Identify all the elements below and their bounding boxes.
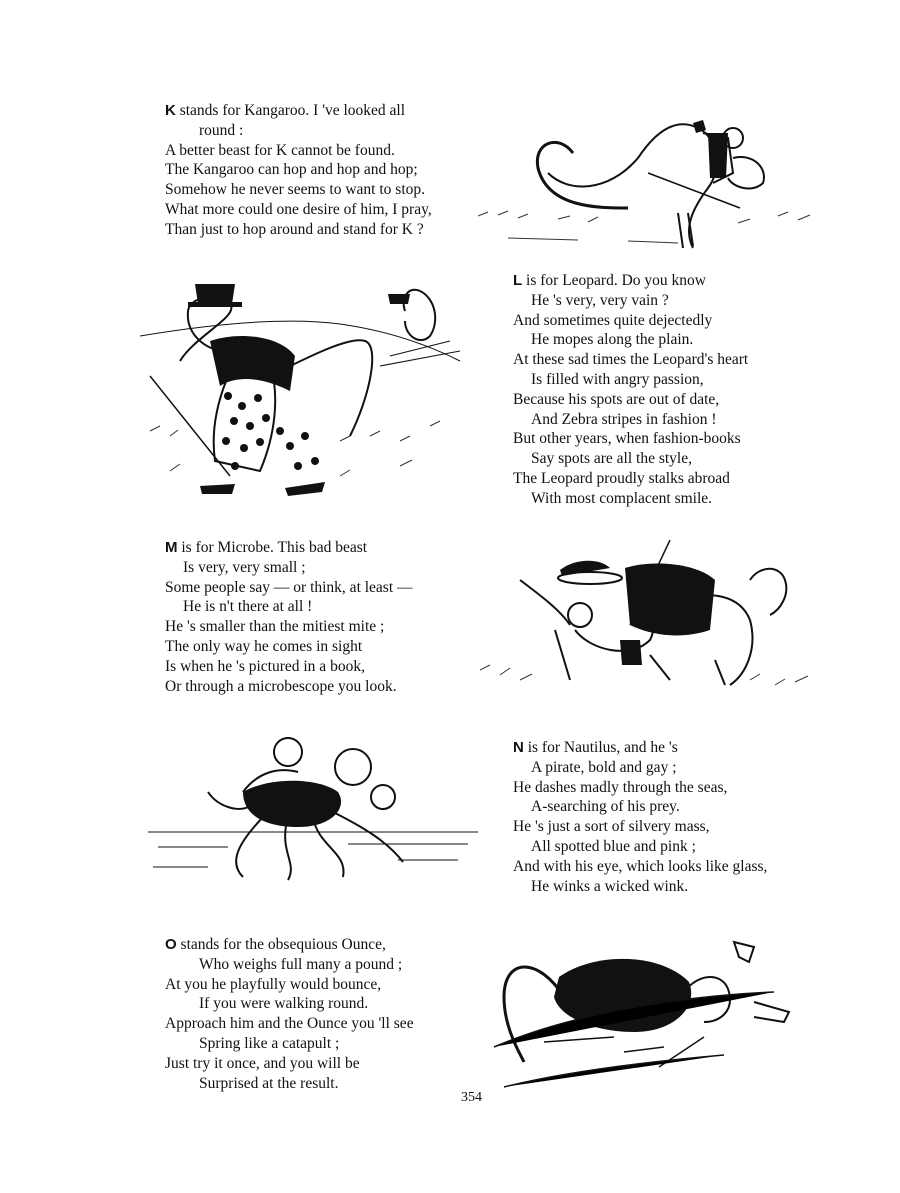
poem-line-text: A pirate, bold and gay ; xyxy=(531,758,677,776)
poem-line-text: Spring like a catapult ; xyxy=(199,1034,340,1052)
poem-line xyxy=(165,955,414,975)
poem-line xyxy=(165,578,413,598)
poem-line xyxy=(165,538,413,558)
poem-line-text: And sometimes quite dejectedly xyxy=(513,311,713,329)
poem-line xyxy=(165,180,432,200)
poem-line-text: He 's just a sort of silvery mass, xyxy=(513,818,710,836)
poem-line-text: He 's smaller than the mitiest mite ; xyxy=(165,618,385,636)
poem-line-text: The Leopard proudly stalks abroad xyxy=(513,469,730,487)
kangaroo-illustration xyxy=(478,98,818,253)
poem-line xyxy=(513,429,748,449)
poem-line-text: And with his eye, which looks like glass, xyxy=(513,857,768,875)
poem-line xyxy=(513,449,748,469)
poem-line xyxy=(165,677,413,697)
poem-line xyxy=(513,291,748,311)
poem-line-text: Because his spots are out of date, xyxy=(513,390,720,408)
poem-line xyxy=(165,1034,414,1054)
poem-line xyxy=(513,738,767,758)
poem-line-text: Surprised at the result. xyxy=(199,1074,339,1092)
poem-line-text: He 's very, very vain ? xyxy=(531,291,669,309)
poem-line xyxy=(165,160,432,180)
poem-line-text: is for Nautilus, and he 's xyxy=(523,739,678,756)
poem-line-text: stands for Kangaroo. I 've looked all xyxy=(175,102,406,119)
poem-line xyxy=(513,390,748,410)
poem-line-text: round : xyxy=(199,121,244,139)
nautilus-illustration xyxy=(148,732,478,882)
poem-line xyxy=(165,975,414,995)
poem-line-text: If you were walking round. xyxy=(199,995,369,1013)
poem-line xyxy=(513,350,748,370)
poem-line xyxy=(513,877,767,897)
poem-line xyxy=(513,778,767,798)
poem-line-text: But other years, when fashion-books xyxy=(513,430,741,448)
poem-line xyxy=(165,200,432,220)
poem-line xyxy=(513,330,748,350)
poem-line xyxy=(165,101,432,121)
poem-line xyxy=(513,370,748,390)
poem-line xyxy=(513,837,767,857)
drop-initial: O xyxy=(165,936,177,953)
drop-initial: N xyxy=(513,739,524,756)
poem-line-text: Or through a microbescope you look. xyxy=(165,677,397,695)
poem-line-text: is for Microbe. This bad beast xyxy=(177,539,368,556)
poem-line-text: Approach him and the Ounce you 'll see xyxy=(165,1015,414,1033)
poem-line-text: He is n't there at all ! xyxy=(183,598,313,616)
poem-line-text: Somehow he never seems to want to stop. xyxy=(165,181,426,199)
poem-line-text: The Kangaroo can hop and hop and hop; xyxy=(165,161,418,179)
poem-line-text: He dashes madly through the seas, xyxy=(513,778,728,796)
poem-line xyxy=(513,271,748,291)
poem-line xyxy=(513,410,748,430)
poem-line xyxy=(165,637,413,657)
poem-line-text: Some people say — or think, at least — xyxy=(165,578,413,596)
poem-line xyxy=(165,121,432,141)
poem-line xyxy=(165,657,413,677)
stanza-l xyxy=(513,271,748,509)
poem-line xyxy=(513,797,767,817)
poem-line xyxy=(165,558,413,578)
poem-line-text: is for Leopard. Do you know xyxy=(522,272,706,289)
poem-line-text: Is filled with angry passion, xyxy=(531,370,704,388)
drop-initial: K xyxy=(165,102,176,119)
poem-line-text: With most complacent smile. xyxy=(531,489,713,507)
stanza-m xyxy=(165,538,413,696)
poem-line xyxy=(513,758,767,778)
poem-line xyxy=(165,597,413,617)
poem-line-text: At you he playfully would bounce, xyxy=(165,975,382,993)
poem-line xyxy=(165,935,414,955)
stanza-k xyxy=(165,101,432,240)
poem-line xyxy=(165,994,414,1014)
poem-line-text: A better beast for K cannot be found. xyxy=(165,141,395,159)
poem-line xyxy=(513,311,748,331)
poem-line xyxy=(513,489,748,509)
poem-line xyxy=(165,141,432,161)
poem-line-text: Say spots are all the style, xyxy=(531,450,692,468)
poem-line-text: All spotted blue and pink ; xyxy=(531,837,696,855)
poem-line xyxy=(513,469,748,489)
poem-line-text: stands for the obsequious Ounce, xyxy=(176,936,386,953)
poem-line xyxy=(513,817,767,837)
poem-line-text: And Zebra stripes in fashion ! xyxy=(531,410,717,428)
drop-initial: L xyxy=(513,272,523,289)
poem-line-text: Is very, very small ; xyxy=(183,558,306,576)
poem-line-text: What more could one desire of him, I pray, xyxy=(165,200,432,218)
drop-initial: M xyxy=(165,539,178,556)
poem-line-text: He winks a wicked wink. xyxy=(531,877,689,895)
poem-line-text: Is when he 's pictured in a book, xyxy=(165,657,365,675)
poem-line-text: A-searching of his prey. xyxy=(531,798,680,816)
ounce-illustration xyxy=(484,937,814,1092)
poem-line xyxy=(165,1014,414,1034)
poem-line-text: Who weighs full many a pound ; xyxy=(199,955,403,973)
poem-line-text: Just try it once, and you will be xyxy=(165,1054,360,1072)
poem-line xyxy=(165,617,413,637)
poem-line xyxy=(165,1054,414,1074)
poem-line xyxy=(513,857,767,877)
poem-line-text: Than just to hop around and stand for K ? xyxy=(165,220,424,238)
page-number: 354 xyxy=(461,1090,482,1105)
poem-line xyxy=(165,1074,414,1094)
stanza-o xyxy=(165,935,414,1093)
poem-line-text: The only way he comes in sight xyxy=(165,637,363,655)
poem-line-text: At these sad times the Leopard's heart xyxy=(513,351,749,369)
leopard-illustration xyxy=(140,276,470,506)
stanza-n xyxy=(513,738,767,896)
microbe-illustration xyxy=(480,540,815,705)
poem-line-text: He mopes along the plain. xyxy=(531,331,694,349)
poem-line xyxy=(165,220,432,240)
